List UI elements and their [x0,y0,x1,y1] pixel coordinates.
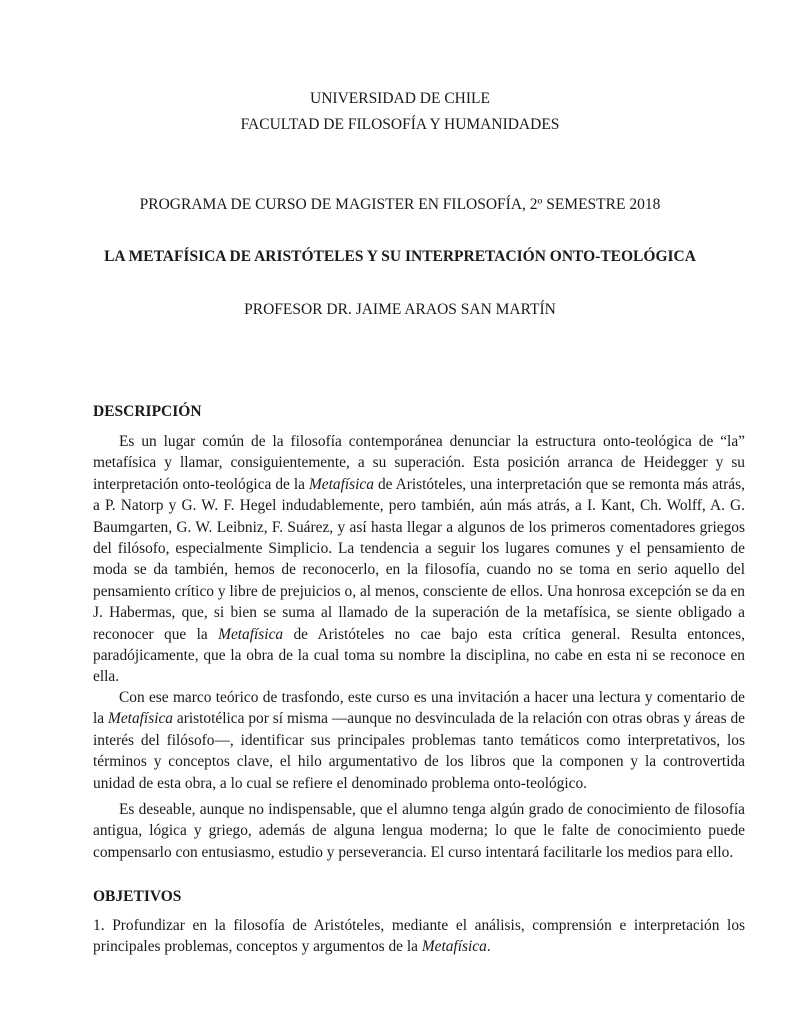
italic-work-title: Metafísica [308,475,374,493]
program-line: PROGRAMA DE CURSO DE MAGISTER EN FILOSOFÍA, 2º SEMESTRE 2018 [139,196,661,213]
text-run: de Aristóteles no cae bajo esta crítica general. Resulta entonces, paradójicamente, que la obra de la cual toma su nombre la disciplina, no cabe en esta ni se reconoce en ella. [93,625,745,686]
italic-work-title: Metafísica [108,710,173,728]
descripcion-paragraph-1 [93,431,745,688]
text-run: 1. Profundizar en la filosofía de Aristóteles, mediante el análisis, comprensión e interpretación los principales problemas, conceptos y argumentos de la [93,917,745,956]
professor-line: PROFESOR DR. JAIME ARAOS SAN MARTÍN [244,301,556,318]
course-title: LA METAFÍSICA DE ARISTÓTELES Y SU INTERPRETACIÓN ONTO-TEOLÓGICA [104,248,696,265]
italic-work-title: Metafísica [218,625,284,643]
descripcion-paragraph-2 [93,687,745,794]
text-run: . [486,938,491,956]
faculty-name: FACULTAD DE FILOSOFÍA Y HUMANIDADES [240,116,560,133]
university-name: UNIVERSIDAD DE CHILE [310,90,490,107]
text-run: aristotélica por sí misma —aunque no desvinculada de la relación con otras obras y áreas de interés del filósofo—, identificar sus principales problemas tanto temáticos como interpretativos, los términos y conceptos clave, el hilo argumentativo de los libros que la componen y la controvertida unidad de esta obra, a lo cual se refiere el denominado problema onto-teológico. [93,710,745,792]
text-run: Con ese marco teórico de trasfondo, este curso es una invitación a hacer una lectura y comentario de la [93,689,745,728]
objetivos-heading: OBJETIVOS [93,888,182,905]
text-run: Es un lugar común de la filosofía contemporánea denunciar la estructura onto-teológica de “la” metafísica y llamar, consiguientemente, a su superación. Esta posición arranca de Heidegger y su interpretación onto-teológica de la [93,433,745,493]
text-run: de Aristóteles, una interpretación que se remonta más atrás, a P. Natorp y G. W. F. Hegel indudablemente, pero también, aún más atrás, a I. Kant, Ch. Wolff, A. G. Baumgarten, G. W. Leibniz, F. Suárez, y así hasta llegar a algunos de los primeros comentadores griegos del filósofo, especialmente Simplicio. La tendencia a seguir los lugares comunes y el pensamiento de moda se da también, hemos de reconocerlo, en la filosofía, cuando no se toma en serio aquello del pensamiento crítico y libre de prejuicios o, al menos, consciente de ellos. Una honrosa excepción se da en J. Habermas, que, si bien se suma al llamado de la superación de la metafísica, se siente obligado a reconocer que la [93,475,745,643]
descripcion-paragraph-3: Es deseable, aunque no indispensable, que el alumno tenga algún grado de conocimiento de filosofía antigua, lógica y griego, además de alguna lengua moderna; lo que le falte de conocimiento puede compensarlo con entusiasmo, estudio y perseverancia. El curso intentará facilitarle los medios para ello. [93,801,745,861]
descripcion-heading: DESCRIPCIÓN [93,403,202,420]
objetivo-item-1 [93,915,745,958]
italic-work-title: Metafísica [421,938,487,956]
